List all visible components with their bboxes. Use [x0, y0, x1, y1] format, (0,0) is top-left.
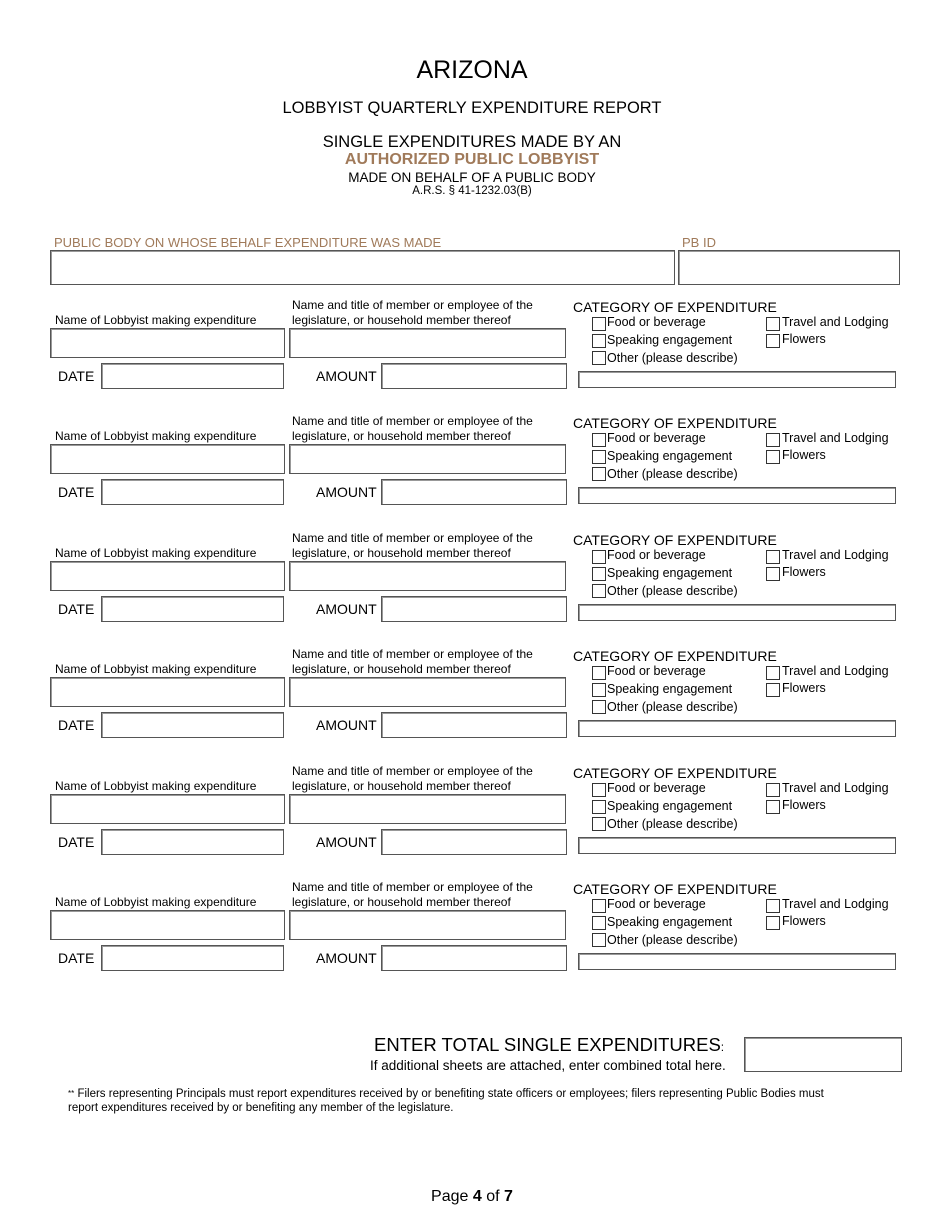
member-label-line-1: Name and title of member or employee of the — [292, 298, 533, 312]
flowers-label: Flowers — [782, 914, 826, 928]
public-body-field[interactable] — [50, 250, 675, 285]
lobbyist-label: Name of Lobbyist making expenditure — [55, 429, 257, 443]
travel-checkbox[interactable] — [766, 317, 780, 331]
member-name-field[interactable] — [289, 910, 566, 940]
amount-label: AMOUNT — [316, 717, 377, 733]
state-title: ARIZONA — [416, 56, 528, 84]
travel-checkbox[interactable] — [766, 666, 780, 680]
subtitle-line-3: MADE ON BEHALF OF A PUBLIC BODY — [348, 170, 596, 185]
other-description-field[interactable] — [578, 487, 896, 504]
other-label: Other (please describe) — [607, 584, 738, 598]
other-checkbox[interactable] — [592, 351, 606, 365]
food-label: Food or beverage — [607, 897, 706, 911]
amount-field[interactable] — [381, 363, 567, 389]
travel-label: Travel and Lodging — [782, 431, 889, 445]
date-field[interactable] — [101, 596, 284, 622]
lobbyist-name-field[interactable] — [50, 677, 285, 707]
date-field[interactable] — [101, 945, 284, 971]
subtitle-line-2: AUTHORIZED PUBLIC LOBBYIST — [344, 151, 600, 168]
statute-reference: A.R.S. § 41-1232.03(B) — [412, 185, 532, 197]
pbid-field[interactable] — [678, 250, 900, 285]
amount-field[interactable] — [381, 829, 567, 855]
lobbyist-name-field[interactable] — [50, 328, 285, 358]
food-checkbox[interactable] — [592, 433, 606, 447]
footnote — [68, 1087, 828, 1115]
speaking-label: Speaking engagement — [607, 333, 733, 347]
member-label-line-2: legislature, or household member thereof — [292, 895, 511, 909]
speaking-checkbox[interactable] — [592, 800, 606, 814]
food-checkbox[interactable] — [592, 666, 606, 680]
other-description-field[interactable] — [578, 837, 896, 854]
flowers-checkbox[interactable] — [766, 450, 780, 464]
page-number — [0, 1188, 944, 1206]
lobbyist-name-field[interactable] — [50, 794, 285, 824]
member-label-line-1: Name and title of member or employee of the — [292, 764, 533, 778]
flowers-label: Flowers — [782, 681, 826, 695]
amount-label: AMOUNT — [316, 368, 377, 384]
total-field[interactable] — [744, 1037, 902, 1072]
flowers-checkbox[interactable] — [766, 334, 780, 348]
lobbyist-name-field[interactable] — [50, 910, 285, 940]
food-label: Food or beverage — [607, 664, 706, 678]
food-checkbox[interactable] — [592, 899, 606, 913]
total-note: If additional sheets are attached, enter combined total here. — [370, 1058, 726, 1073]
other-description-field[interactable] — [578, 953, 896, 970]
lobbyist-label: Name of Lobbyist making expenditure — [55, 313, 257, 327]
food-checkbox[interactable] — [592, 317, 606, 331]
member-label-line-1: Name and title of member or employee of the — [292, 414, 533, 428]
public-body-label: PUBLIC BODY ON WHOSE BEHALF EXPENDITURE WAS MADE — [54, 235, 442, 250]
lobbyist-name-field[interactable] — [50, 561, 285, 591]
member-label-line-1: Name and title of member or employee of the — [292, 880, 533, 894]
member-name-field[interactable] — [289, 794, 566, 824]
member-name-field[interactable] — [289, 677, 566, 707]
travel-checkbox[interactable] — [766, 550, 780, 564]
lobbyist-label: Name of Lobbyist making expenditure — [55, 662, 257, 676]
member-label-line-2: legislature, or household member thereof — [292, 546, 511, 560]
date-label: DATE — [58, 717, 95, 733]
amount-label: AMOUNT — [316, 834, 377, 850]
member-name-field[interactable] — [289, 328, 566, 358]
food-label: Food or beverage — [607, 431, 706, 445]
other-label: Other (please describe) — [607, 467, 738, 481]
speaking-label: Speaking engagement — [607, 566, 733, 580]
member-name-field[interactable] — [289, 444, 566, 474]
lobbyist-name-field[interactable] — [50, 444, 285, 474]
date-field[interactable] — [101, 712, 284, 738]
flowers-label: Flowers — [782, 798, 826, 812]
member-label-line-2: legislature, or household member thereof — [292, 779, 511, 793]
amount-label: AMOUNT — [316, 484, 377, 500]
travel-label: Travel and Lodging — [782, 315, 889, 329]
category-title: CATEGORY OF EXPENDITURE — [573, 881, 777, 897]
speaking-label: Speaking engagement — [607, 915, 733, 929]
footnote-marker: ** — [68, 1089, 75, 1098]
other-description-field[interactable] — [578, 604, 896, 621]
food-checkbox[interactable] — [592, 550, 606, 564]
date-label: DATE — [58, 950, 95, 966]
footnote-text: Filers representing Principals must report expenditures received by or benefiting state officers or employees; filers representing Public Bodies must report expenditures received by or benefiting any member of the legislature. — [68, 1088, 824, 1114]
travel-checkbox[interactable] — [766, 783, 780, 797]
speaking-label: Speaking engagement — [607, 682, 733, 696]
flowers-label: Flowers — [782, 565, 826, 579]
total-title-colon: : — [720, 1040, 725, 1054]
total-title-text: ENTER TOTAL SINGLE EXPENDITURES — [374, 1034, 721, 1055]
page-prefix: Page — [431, 1188, 469, 1205]
speaking-checkbox[interactable] — [592, 450, 606, 464]
other-checkbox[interactable] — [592, 817, 606, 831]
food-label: Food or beverage — [607, 781, 706, 795]
member-label-line-2: legislature, or household member thereof — [292, 662, 511, 676]
other-checkbox[interactable] — [592, 700, 606, 714]
member-label-line-2: legislature, or household member thereof — [292, 429, 511, 443]
travel-label: Travel and Lodging — [782, 781, 889, 795]
other-label: Other (please describe) — [607, 817, 738, 831]
other-checkbox[interactable] — [592, 584, 606, 598]
member-label-line-1: Name and title of member or employee of the — [292, 531, 533, 545]
category-title: CATEGORY OF EXPENDITURE — [573, 532, 777, 548]
amount-field[interactable] — [381, 596, 567, 622]
speaking-checkbox[interactable] — [592, 683, 606, 697]
category-title: CATEGORY OF EXPENDITURE — [573, 299, 777, 315]
travel-label: Travel and Lodging — [782, 664, 889, 678]
flowers-checkbox[interactable] — [766, 683, 780, 697]
page-current: 4 — [472, 1188, 482, 1205]
other-checkbox[interactable] — [592, 467, 606, 481]
amount-field[interactable] — [381, 712, 567, 738]
food-checkbox[interactable] — [592, 783, 606, 797]
date-field[interactable] — [101, 479, 284, 505]
date-label: DATE — [58, 601, 95, 617]
travel-checkbox[interactable] — [766, 899, 780, 913]
member-label-line-1: Name and title of member or employee of the — [292, 647, 533, 661]
speaking-checkbox[interactable] — [592, 334, 606, 348]
lobbyist-label: Name of Lobbyist making expenditure — [55, 546, 257, 560]
travel-label: Travel and Lodging — [782, 897, 889, 911]
category-title: CATEGORY OF EXPENDITURE — [573, 648, 777, 664]
page-of: of — [486, 1188, 500, 1205]
date-label: DATE — [58, 484, 95, 500]
flowers-checkbox[interactable] — [766, 916, 780, 930]
total-title — [374, 1034, 724, 1056]
date-label: DATE — [58, 368, 95, 384]
flowers-checkbox[interactable] — [766, 800, 780, 814]
amount-label: AMOUNT — [316, 950, 377, 966]
speaking-label: Speaking engagement — [607, 449, 733, 463]
flowers-checkbox[interactable] — [766, 567, 780, 581]
other-description-field[interactable] — [578, 371, 896, 388]
food-label: Food or beverage — [607, 548, 706, 562]
other-label: Other (please describe) — [607, 933, 738, 947]
category-title: CATEGORY OF EXPENDITURE — [573, 765, 777, 781]
other-description-field[interactable] — [578, 720, 896, 737]
pbid-label: PB ID — [682, 235, 716, 250]
other-label: Other (please describe) — [607, 351, 738, 365]
amount-field[interactable] — [381, 479, 567, 505]
lobbyist-label: Name of Lobbyist making expenditure — [55, 895, 257, 909]
date-field[interactable] — [101, 363, 284, 389]
other-checkbox[interactable] — [592, 933, 606, 947]
other-label: Other (please describe) — [607, 700, 738, 714]
page-total: 7 — [504, 1188, 513, 1205]
speaking-checkbox[interactable] — [592, 567, 606, 581]
flowers-label: Flowers — [782, 332, 826, 346]
travel-checkbox[interactable] — [766, 433, 780, 447]
category-title: CATEGORY OF EXPENDITURE — [573, 415, 777, 431]
speaking-label: Speaking engagement — [607, 799, 733, 813]
speaking-checkbox[interactable] — [592, 916, 606, 930]
date-label: DATE — [58, 834, 95, 850]
amount-field[interactable] — [381, 945, 567, 971]
food-label: Food or beverage — [607, 315, 706, 329]
member-name-field[interactable] — [289, 561, 566, 591]
subtitle-line-1: SINGLE EXPENDITURES MADE BY AN — [322, 133, 622, 151]
member-label-line-2: legislature, or household member thereof — [292, 313, 511, 327]
report-title: LOBBYIST QUARTERLY EXPENDITURE REPORT — [282, 99, 662, 117]
flowers-label: Flowers — [782, 448, 826, 462]
date-field[interactable] — [101, 829, 284, 855]
amount-label: AMOUNT — [316, 601, 377, 617]
travel-label: Travel and Lodging — [782, 548, 889, 562]
lobbyist-label: Name of Lobbyist making expenditure — [55, 779, 257, 793]
